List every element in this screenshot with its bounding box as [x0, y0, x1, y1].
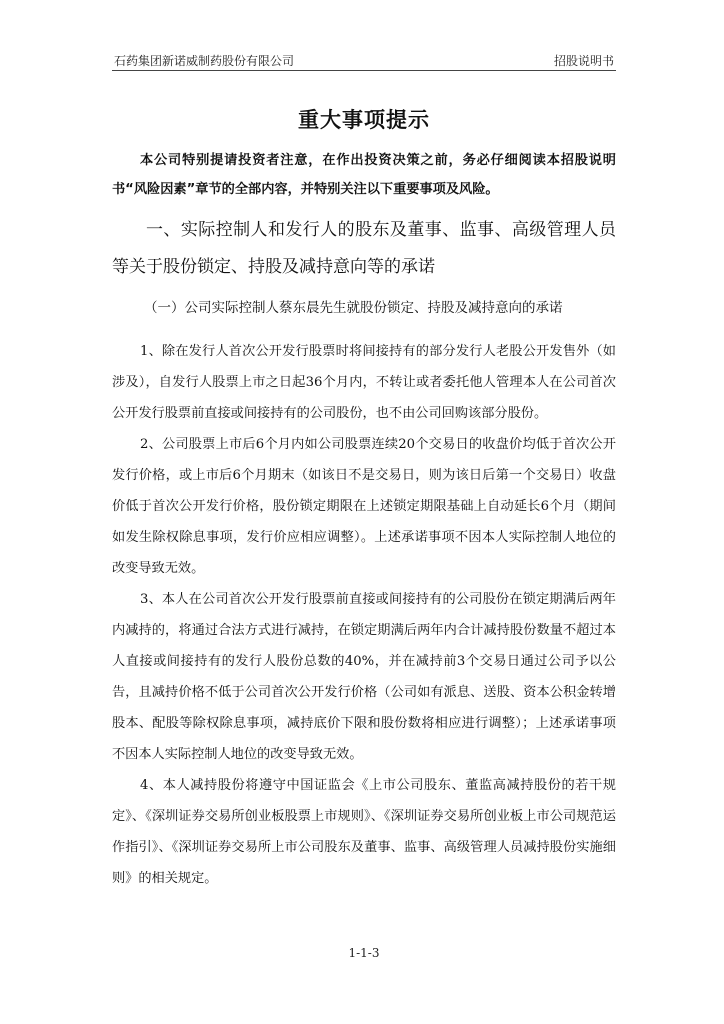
body-paragraph-4: 4、本人减持股份将遵守中国证监会《上市公司股东、董监高减持股份的若干规定》、《深圳证券交易所创业板股票上市规则》、《深圳证券交易所创业板上市公司规范运作指引》、《深圳证券交易所上市公司股东及董事、监事、高级管理人员减持股份实施细则》的相关规定。	[112, 778, 616, 886]
page-header	[112, 50, 616, 71]
page-title: 重大事项提示	[298, 108, 430, 132]
document-body	[112, 146, 616, 894]
body-paragraph-3: 3、本人在公司首次公开发行股票前直接或间接持有的公司股份在锁定期满后两年内减持的，将通过合法方式进行减持，在锁定期满后两年内合计减持股份数量不超过本人直接或间接持有的发行人股份总数的40%，并在减持前3个交易日通过公司予以公告，且减持价格不低于公司首次公开发行价格（公司如有派息、送股、资本公积金转增股本、配股等除权除息事项，减持底价下限和股份数将相应进行调整）；上述承诺事项不因本人实际控制人地位的改变导致无效。	[112, 592, 616, 762]
intro-paragraph: 本公司特别提请投资者注意，在作出投资决策之前，务必仔细阅读本招股说明书“风险因素”章节的全部内容，并特别关注以下重要事项及风险。	[112, 153, 616, 197]
page-number: 1-1-3	[348, 946, 380, 960]
body-paragraph-2: 2、公司股票上市后6个月内如公司股票连续20个交易日的收盘价均低于首次公开发行价格，或上市后6个月期末（如该日不是交易日，则为该日后第一个交易日）收盘价低于首次公开发行价格，股份锁定期限在上述锁定期限基础上自动延长6个月（期间如发生除权除息事项，发行价应相应调整）。上述承诺事项不因本人实际控制人地位的改变导致无效。	[112, 437, 616, 576]
body-paragraph-1: 1、除在发行人首次公开发行股票时将间接持有的部分发行人老股公开发售外（如涉及），自发行人股票上市之日起36个月内，不转让或者委托他人管理本人在公司首次公开发行股票前直接或间接持有的公司股份，也不由公司回购该部分股份。	[112, 344, 616, 421]
header-document-type: 招股说明书	[553, 54, 614, 68]
subsection-heading: （一）公司实际控制人蔡东晨先生就股份锁定、持股及减持意向的承诺	[144, 300, 563, 316]
header-company-name: 石药集团新诺威制药股份有限公司	[114, 54, 295, 68]
section-heading: 一、实际控制人和发行人的股东及董事、监事、高级管理人员等关于股份锁定、持股及减持意向等的承诺	[112, 220, 616, 277]
